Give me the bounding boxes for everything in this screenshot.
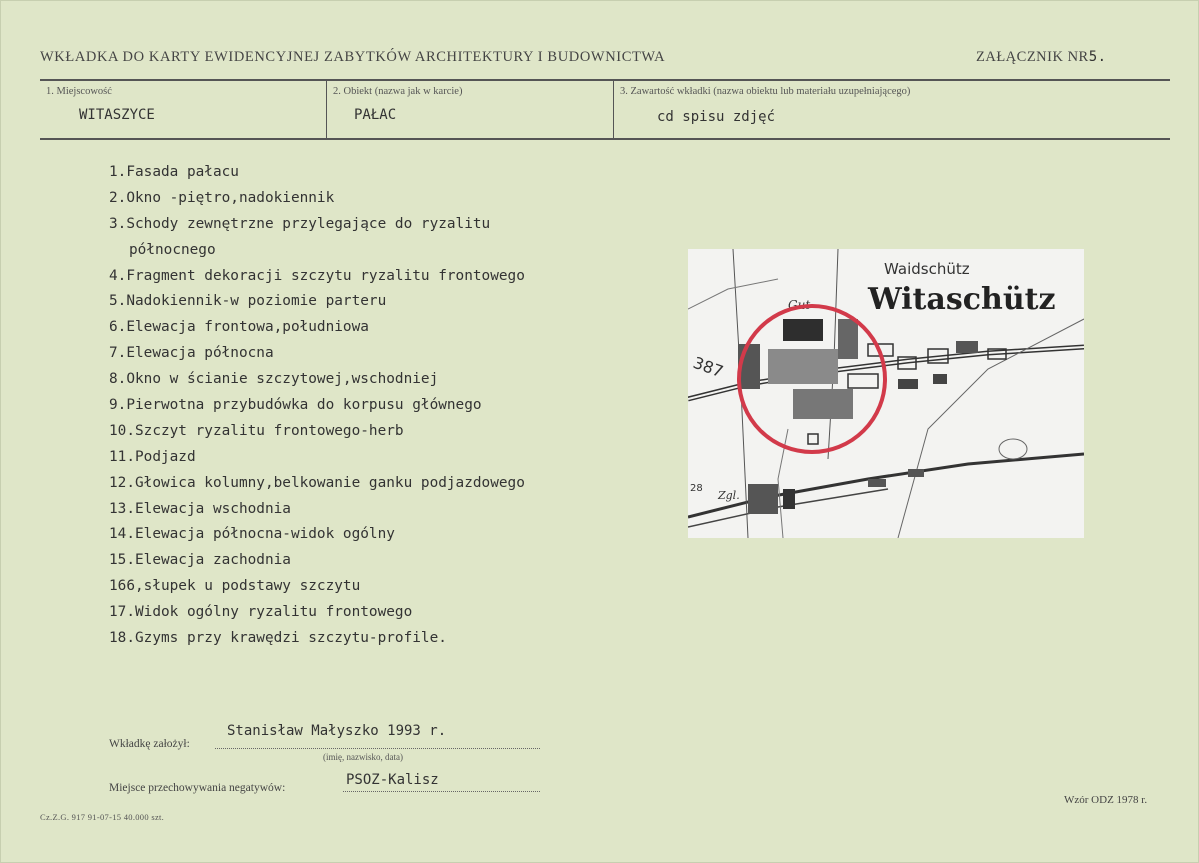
object-value: PAŁAC (354, 107, 397, 123)
header-rule (40, 79, 1170, 81)
map-building (783, 319, 823, 341)
content-label: 3. Zawartość wkładki (nazwa obiektu lub materiału uzupełniającego) (620, 86, 911, 97)
map-label-large: Witaschütz (868, 282, 1056, 317)
map-built-area (793, 389, 853, 419)
list-item: 14.Elewacja północna-widok ogólny (109, 526, 395, 543)
locality-label: 1. Miejscowość (46, 86, 112, 97)
locality-value: WITASZYCE (79, 107, 155, 123)
map-building (838, 319, 858, 359)
list-item: 10.Szczyt ryzalitu frontowego-herb (109, 422, 404, 439)
location-map (688, 249, 1084, 538)
list-item: 1.Fasada pałacu (109, 164, 239, 180)
annex-number: 5. (1088, 49, 1107, 65)
map-building (748, 484, 778, 514)
list-item: północnego (129, 241, 216, 258)
form-version: Wzór ODZ 1978 r. (1064, 794, 1148, 806)
list-item: 2.Okno -piętro,nadokiennik (109, 189, 335, 206)
object-label: 2. Obiekt (nazwa jak w karcie) (333, 86, 463, 97)
annex-label-text: ZAŁĄCZNIK NR (976, 49, 1089, 65)
map-building (783, 489, 795, 509)
created-by-label: Wkładkę założył: (109, 738, 190, 750)
map-drawing (688, 249, 1084, 538)
negatives-storage-line (343, 791, 540, 792)
list-item: 15.Elewacja zachodnia (109, 552, 291, 569)
annex-label (976, 49, 1107, 66)
map-building (898, 379, 918, 389)
list-item: 17.Widok ogólny ryzalitu frontowego (109, 604, 413, 621)
map-label-zgl: Zgl. (718, 489, 740, 502)
list-item: 18.Gzyms przy krawędzi szczytu-profile. (109, 630, 447, 647)
print-info: Cz.Z.G. 917 91-07-15 40.000 szt. (40, 812, 165, 822)
list-item: 13.Elewacja wschodnia (109, 500, 291, 517)
form-title: WKŁADKA DO KARTY EWIDENCYJNEJ ZABYTKÓW ARCHITEKTURY I BUDOWNICTWA (40, 49, 666, 65)
negatives-storage-label: Miejsce przechowywania negatywów: (109, 782, 286, 794)
map-building (956, 341, 978, 353)
list-item: 9.Pierwotna przybudówka do korpusu głównego (109, 397, 482, 414)
field-divider-2 (613, 81, 614, 138)
list-item: 6.Elewacja frontowa,południowa (109, 319, 369, 336)
created-by-line (215, 748, 540, 749)
map-building (868, 479, 886, 487)
created-by-value: Stanisław Małyszko 1993 r. (227, 723, 447, 739)
field-divider-1 (326, 81, 327, 138)
list-item: 5.Nadokiennik-w poziomie parteru (109, 293, 387, 310)
list-item: 8.Okno w ścianie szczytowej,wschodniej (109, 371, 439, 388)
map-label-gut: Gut (788, 298, 811, 312)
list-item: 7.Elewacja północna (109, 345, 274, 362)
list-item: 4.Fragment dekoracji szczytu ryzalitu frontowego (109, 267, 525, 284)
created-by-hint: (imię, nazwisko, data) (323, 752, 403, 762)
list-item: 166,słupek u podstawy szczytu (109, 578, 361, 595)
negatives-storage-value: PSOZ-Kalisz (346, 772, 439, 788)
content-value: cd spisu zdjęć (657, 109, 776, 125)
map-building (908, 469, 924, 477)
map-label-small: Waidschütz (884, 260, 970, 278)
map-label-road: 387 (690, 352, 726, 382)
list-item: 12.Głowica kolumny,belkowanie ganku podjazdowego (109, 474, 525, 491)
fields-rule (40, 138, 1170, 140)
map-built-area (768, 349, 838, 384)
list-item: 3.Schody zewnętrzne przylegające do ryzalitu (109, 215, 491, 232)
list-item: 11.Podjazd (109, 448, 196, 465)
map-label-28: 28 (690, 483, 703, 494)
map-building (933, 374, 947, 384)
photo-list (109, 160, 525, 652)
